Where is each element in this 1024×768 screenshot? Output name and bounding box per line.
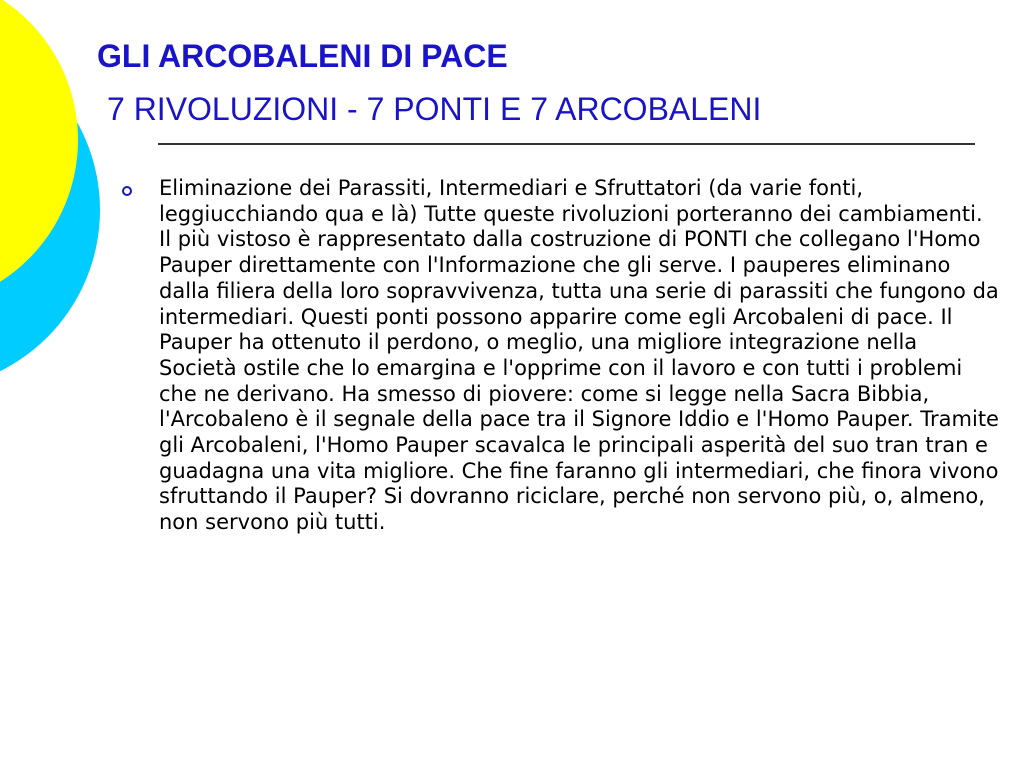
slide-title: GLI ARCOBALENI DI PACE: [97, 38, 508, 74]
title-divider: [158, 143, 975, 145]
bullet-item: [120, 176, 1000, 536]
bullet-list: [120, 176, 1000, 536]
hollow-circle-icon: [122, 186, 132, 196]
bullet-text: Eliminazione dei Parassiti, Intermediari e Sfruttatori (da varie fonti, leggiucchiando qua e là) Tutte queste rivoluzioni porteranno dei cambiamenti. Il più vistoso è rappresentato dalla costruzione di PONTI che collegano l'Homo Pauper direttamente con l'Informazione che gli serve. I pauperes eliminano dalla filiera della loro sopravvivenza, tutta una serie di parassiti che fungono da intermediari. Questi ponti possono apparire come egli Arcobaleni di pace. Il Pauper ha ottenuto il perdono, o meglio, una migliore integrazione nella Società ostile che lo emargina e l'opprime con il lavoro e con tutti i problemi che ne derivano. Ha smesso di piovere: come si legge nella Sacra Bibbia, l'Arcobaleno è il segnale della pace tra il Signore Iddio e l'Homo Pauper. Tramite gli Arcobaleni, l'Homo Pauper scavalca le principali asperità del suo tran tran e guadagna una vita migliore. Che fine faranno gli intermediari, che finora vivono sfruttando il Pauper? Si dovranno riciclare, perché non servono più, o, almeno, non servono più tutti.: [159, 176, 999, 535]
slide-subtitle: 7 RIVOLUZIONI - 7 PONTI E 7 ARCOBALENI: [107, 91, 762, 127]
